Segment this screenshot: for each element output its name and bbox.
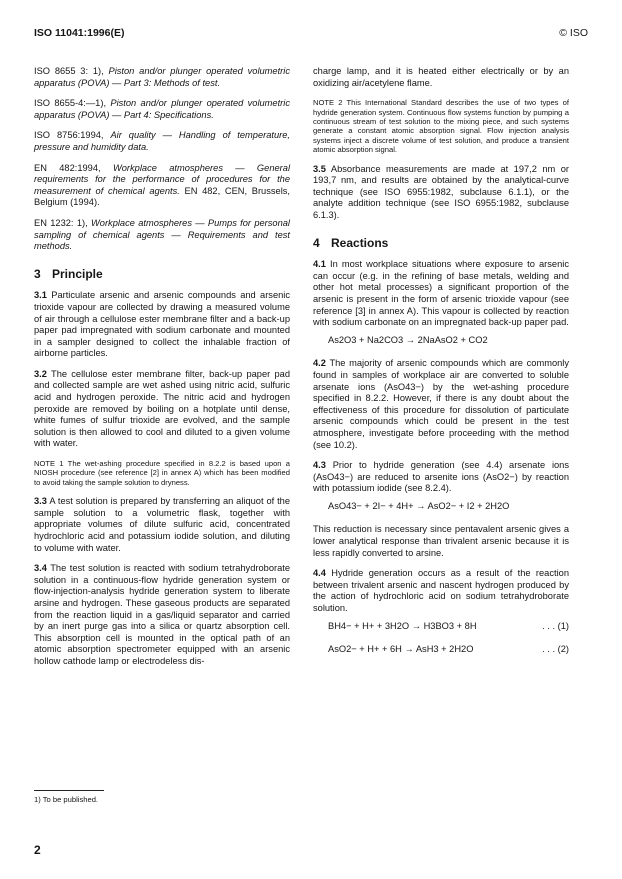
clause-4-4: 4.4 Hydride generation occurs as a result of the reaction between trivalent arsenic and nascent hydrogen produced by the action of hydrochloric acid on sodium tetrahydroborate solution. bbox=[313, 568, 569, 614]
clause-4-3-reduction-note: This reduction is necessary since pentavalent arsenic gives a lower analytical response than trivalent arsenic because it is less rapidly converted to arsine. bbox=[313, 524, 569, 558]
equation-2: AsO2− + H+ + 6H → AsH3 + 2H2O . . . (2) bbox=[328, 644, 569, 655]
clause-3-3: 3.3 A test solution is prepared by transferring an aliquot of the sample solution to a volumetric flask, together with appropriate volumes of dilute sulfuric acid, concentrated hydrochloric acid and potassium iodide solution, and diluting to volume with water. bbox=[34, 496, 290, 553]
equation-2-number: . . . (2) bbox=[542, 644, 569, 655]
reference-en-1232: EN 1232: 1), Workplace atmospheres — Pumps for personal sampling of chemical agents — Requirements and test methods. bbox=[34, 217, 290, 252]
equation-sodium-carbonate: As2O3 + Na2CO3 → 2NaAsO2 + CO2 bbox=[328, 334, 488, 345]
reference-iso-8655-3: ISO 8655 3: 1), Piston and/or plunger operated volumetric apparatus (POVA) — Part 3: Methods of test. bbox=[34, 66, 290, 88]
footnote: 1) To be published. bbox=[34, 795, 99, 804]
document-header-left: ISO 11041:1996(E) bbox=[34, 27, 125, 39]
clause-3-1: 3.1 Particulate arsenic and arsenic compounds and arsenic trioxide vapour are collected by drawing a measured volume of air through a cellulose ester membrane filter and a back-up paper pad impregnated with sodium carbonate and mounted in a sampler designed to collect the inhalable fraction of airborne particles. bbox=[34, 290, 290, 359]
clause-3-4-continued: charge lamp, and it is heated either electrically or by an oxidizing air/acetylene flame. bbox=[313, 66, 569, 88]
page-number: 2 bbox=[34, 843, 41, 857]
note-1: NOTE 1 The wet-ashing procedure specified in 8.2.2 is based upon a NIOSH procedure (see reference [2] in annex A) which has been modified to avoid taking the sample solution to dryness. bbox=[34, 459, 290, 487]
left-column bbox=[34, 66, 290, 677]
section-4-heading: 4 Reactions bbox=[313, 235, 389, 250]
clause-4-1: 4.1 In most workplace situations where exposure to arsenic can occur (e.g. in the refining of base metals, welding and other hot metal processes) a significant proportion of the arsenic is present in the form of arsenic trioxide vapour (see reference [3] in annex A). This vapour is collected by reaction with sodium carbonate on an impregnated back-up paper pad. bbox=[313, 259, 569, 328]
clause-4-2: 4.2 The majority of arsenic compounds which are commonly found in samples of workplace air are converted to soluble arsenate ions (AsO43−) by the wet-ashing procedure specified in 8.2.2. However, if there is any doubt about the effectiveness of this procedure for dissolution of particulate arsenic compounds which could be present in the test atmosphere, investigate before proceeding with the method (see 10.2). bbox=[313, 358, 569, 450]
reference-en-482: EN 482:1994, Workplace atmospheres — General requirements for the performance of procedures for the measurement of chemical agents. EN 482, CEN, Brussels, Belgium (1994). bbox=[34, 162, 291, 208]
clause-4-3: 4.3 Prior to hydride generation (see 4.4) arsenate ions (AsO43−) are reduced to arsenite ions (AsO2−) by reaction with potassium iodide (see 8.2.4). bbox=[313, 460, 570, 494]
right-column bbox=[313, 66, 569, 668]
clause-3-4: 3.4 The test solution is reacted with sodium tetrahydroborate solution in a continuous-flow hydride generation system or flow-injection-analysis hydride generation system to liberate arsine and hydrogen. These gaseous products are separated from the reaction liquid in a gas/liquid separator and carried by an inert purge gas into a silica or quartz absorption cell. This absorption cell is mounted in the optical path of an atomic absorption spectrometer equipped with an arsenic hollow cathode lamp or electrodeless dis- bbox=[34, 563, 291, 666]
reference-iso-8655-4: ISO 8655-4:—1), Piston and/or plunger operated volumetric apparatus (POVA) — Part 4: Specifications. bbox=[34, 98, 290, 120]
equation-1: BH4− + H+ + 3H2O → H3BO3 + 8H . . . (1) bbox=[328, 620, 569, 631]
equation-1-number: . . . (1) bbox=[542, 620, 569, 631]
clause-3-5: 3.5 Absorbance measurements are made at 197,2 nm or 193,7 nm, and results are obtained by the analytical-curve technique (see ISO 6955:1982, subclause 6.1.1), or the analyte addition technique (see ISO 6955:1982, subclause 6.1.3). bbox=[313, 163, 569, 220]
clause-3-2: 3.2 The cellulose ester membrane filter, back-up paper pad and collected sample are wet ashed using nitric acid, sulfuric acid and hydrogen peroxide. The nitric acid and hydrogen peroxide are removed by boiling on a hotplate until dense, white fumes of sulfur trioxide are evolved, and the sample solution is then allowed to cool and diluted to a given volume with water. bbox=[34, 368, 290, 449]
note-2: NOTE 2 This International Standard describes the use of two types of hydride generation system. Continuous flow systems function by pumping a continuous stream of test solution to the mixing piece, and such systems generate a constant atomic absorption signal. Flow injection analysis systems inject a discrete volume of test solution, and produce a transient atomic absorption signal. bbox=[313, 98, 569, 155]
section-3-heading: 3 Principle bbox=[34, 266, 103, 281]
document-header-right: © ISO bbox=[559, 27, 588, 39]
equation-iodide-reduction: AsO43− + 2I− + 4H+ → AsO2− + I2 + 2H2O bbox=[328, 500, 510, 511]
footnote-divider bbox=[34, 790, 104, 791]
reference-iso-8756: ISO 8756:1994, Air quality — Handling of temperature, pressure and humidity data. bbox=[34, 130, 290, 152]
